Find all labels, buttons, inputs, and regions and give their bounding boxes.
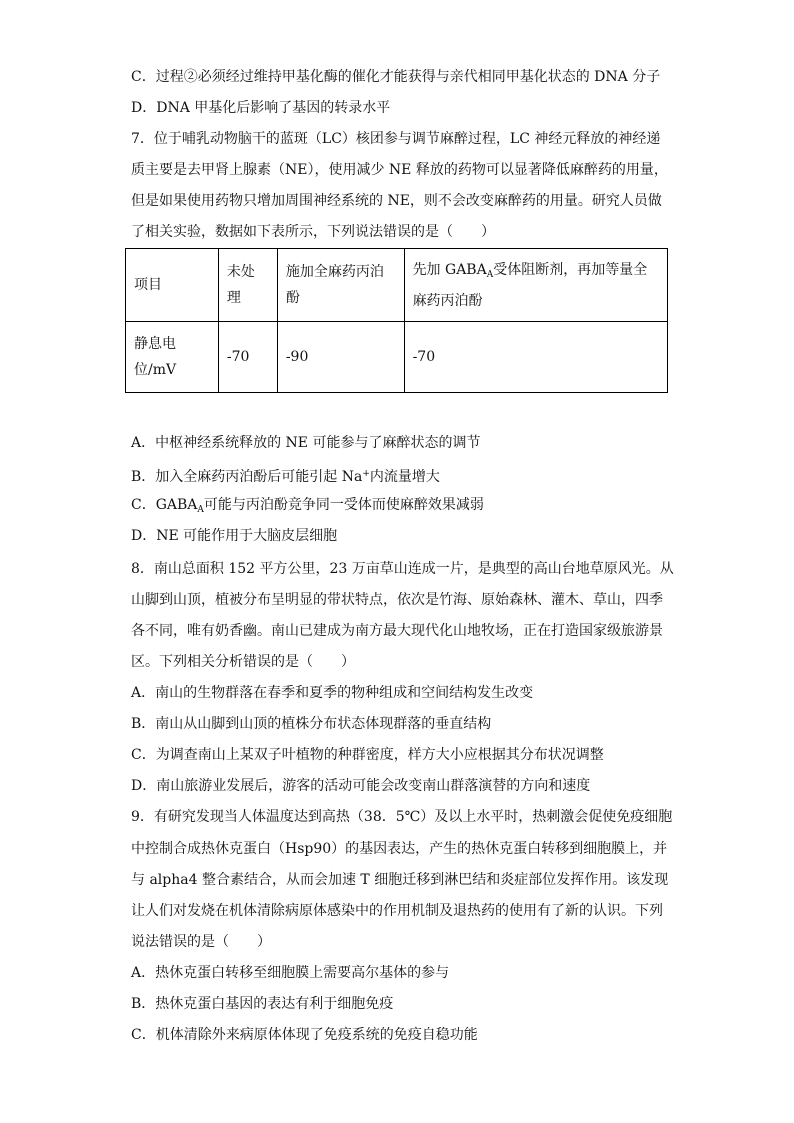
- table-header-propofol: 施加全麻药丙泊酚: [277, 249, 404, 322]
- q9-stem-line-2: 中控制合成热休克蛋白（Hsp90）的基因表达，产生的热休克蛋白转移到细胞膜上，并: [131, 841, 668, 857]
- q7-option-b-sup: +: [362, 469, 370, 479]
- q7-option-b-pre: B．加入全麻药丙泊酚后可能引起 Na: [131, 469, 363, 485]
- q9-option-c: C．机体清除外来病原体体现了免疫系统的免疫自稳功能: [131, 1027, 478, 1043]
- q9-stem-line-4: 让人们对发烧在机体清除病原体感染中的作用机制及退热药的使用有了新的认识。下列: [131, 903, 663, 919]
- q6-option-d: D．DNA 甲基化后影响了基因的转录水平: [131, 100, 391, 116]
- q9-option-a: A．热休克蛋白转移至细胞膜上需要高尔基体的参与: [131, 965, 450, 981]
- table-cell-value-3: -70: [404, 322, 667, 393]
- table-header-untreated: 未处理: [218, 249, 277, 322]
- q7-stem-line-1: 7．位于哺乳动物脑干的蓝斑（LC）核团参与调节麻醉过程，LC 神经元释放的神经递: [131, 131, 661, 147]
- q8-stem-line-4: 区。下列相关分析错误的是（ ）: [131, 654, 355, 670]
- table-cell-value-1: -70: [218, 322, 277, 393]
- q6-option-c: C．过程②必须经过维持甲基化酶的催化才能获得与亲代相同甲基化状态的 DNA 分子: [131, 69, 661, 85]
- table-header-row: [126, 249, 668, 322]
- gaba-header-post: 受体阻断剂，再加等量全麻药丙泊酚: [412, 261, 648, 309]
- q7-option-c-post: 可能与丙泊酚竞争同一受体而使麻醉效果减弱: [203, 497, 484, 513]
- table-cell-value-2: -90: [277, 322, 404, 393]
- q8-option-b: B．南山从山脚到山顶的植株分布状态体现群落的垂直结构: [131, 716, 492, 732]
- table-cell-resting-potential: 静息电位/mV: [126, 322, 219, 393]
- q7-option-b-post: 内流量增大: [369, 469, 440, 485]
- table-header-gaba-blocker: [404, 249, 667, 322]
- q7-option-a: A．中枢神经系统释放的 NE 可能参与了麻醉状态的调节: [131, 435, 481, 451]
- q7-option-c-sub: A: [197, 505, 204, 515]
- q9-stem-line-3: 与 alpha4 整合素结合，从而会加速 T 细胞迁移到淋巴结和炎症部位发挥作用。该发现: [131, 872, 669, 888]
- q7-option-d: D．NE 可能作用于大脑皮层细胞: [131, 528, 338, 544]
- q8-stem-line-2: 山脚到山顶，植被分布呈明显的带状特点，依次是竹海、原始森林、灌木、草山，四季: [131, 592, 663, 608]
- gaba-header-sub: A: [486, 269, 494, 280]
- q9-stem-line-5: 说法错误的是（ ）: [131, 934, 271, 950]
- q8-option-c: C．为调查南山上某双子叶植物的种群密度，样方大小应根据其分布状况调整: [131, 747, 604, 763]
- q7-data-table: [125, 248, 668, 393]
- q7-stem-line-2: 质主要是去甲肾上腺素（NE），使用减少 NE 释放的药物可以显著降低麻醉药的用量，: [131, 162, 668, 178]
- q8-stem-line-3: 各不同，唯有奶香幽。南山已建成为南方最大现代化山地牧场，正在打造国家级旅游景: [131, 623, 663, 639]
- q9-option-b: B．热休克蛋白基因的表达有利于细胞免疫: [131, 996, 394, 1012]
- q7-stem-line-4: 了相关实验，数据如下表所示，下列说法错误的是（ ）: [131, 224, 495, 240]
- q8-stem-line-1: 8．南山总面积 152 平方公里，23 万亩草山连成一片，是典型的高山台地草原风光。从: [131, 561, 674, 577]
- table-row: [126, 322, 668, 393]
- q7-stem-line-3: 但是如果使用药物只增加周围神经系统的 NE，则不会改变麻醉药的用量。研究人员做: [131, 193, 662, 209]
- q8-option-d: D．南山旅游业发展后，游客的活动可能会改变南山群落演替的方向和速度: [131, 778, 591, 794]
- table-header-item: 项目: [126, 249, 219, 322]
- q7-option-c: [131, 496, 484, 519]
- q8-option-a: A．南山的生物群落在春季和夏季的物种组成和空间结构发生改变: [131, 685, 534, 701]
- q7-option-b: [131, 465, 440, 486]
- q7-option-c-pre: C．GABA: [131, 497, 198, 513]
- q9-stem-line-1: 9．有研究发现当人体温度达到高热（38．5℃）及以上水平时，热刺激会促使免疫细胞: [131, 809, 673, 825]
- gaba-header-pre: 先加 GABA: [412, 261, 487, 278]
